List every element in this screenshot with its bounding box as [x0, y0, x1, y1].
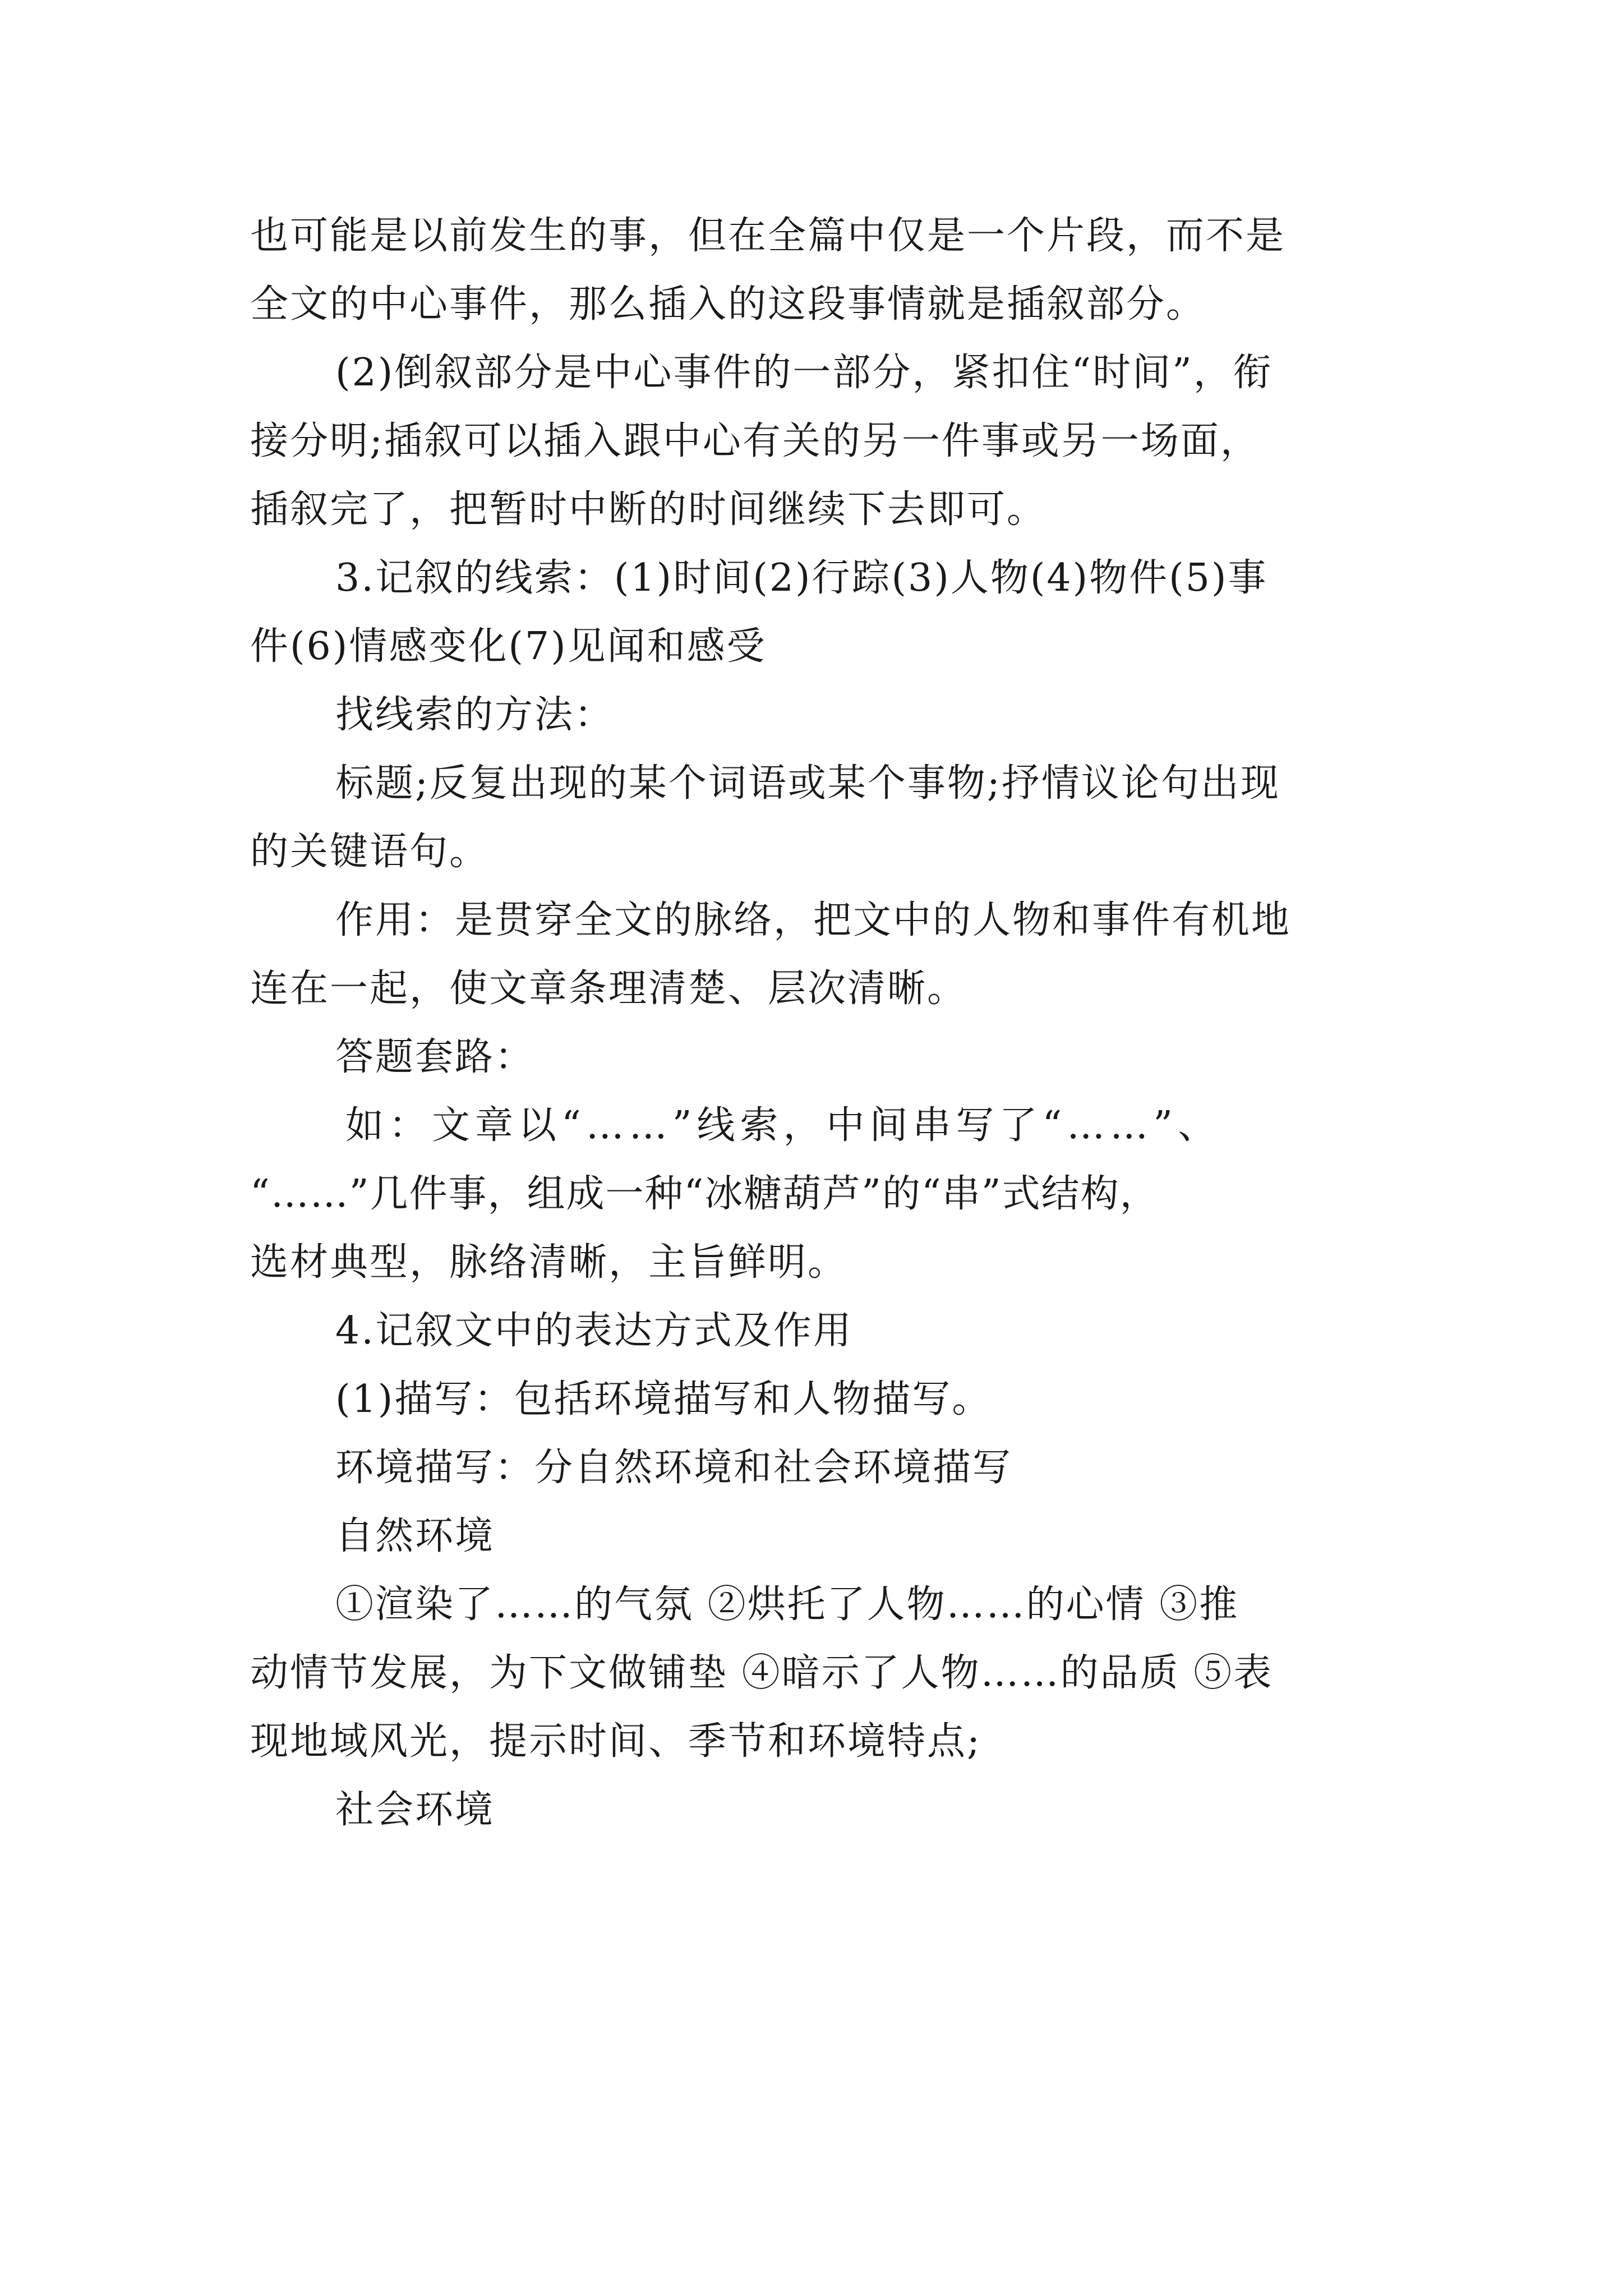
text-line: 接分明;插叙可以插入跟中心有关的另一件事或另一场面， [250, 419, 1260, 463]
paragraph [250, 1092, 1383, 1297]
text-line: 选材典型，脉络清晰，主旨鲜明。 [250, 1240, 848, 1285]
text-line: 作用：是贯穿全文的脉络，把文中的人物和事件有机地 [335, 898, 1292, 942]
text-line: 社会环境 [335, 1788, 495, 1832]
text-line: 答题套路： [335, 1035, 535, 1079]
text-line: ①渲染了……的气氛 ②烘托了人物……的心情 ③推 [335, 1582, 1239, 1627]
text-line: 动情节发展，为下文做铺垫 ④暗示了人物……的品质 ⑤表 [250, 1651, 1274, 1695]
text-line: 找线索的方法： [335, 693, 615, 737]
text-line: 现地域风光，提示时间、季节和环境特点; [250, 1719, 981, 1764]
paragraph [250, 1297, 1383, 1365]
text-line: 全文的中心事件，那么插入的这段事情就是插叙部分。 [250, 282, 1206, 326]
paragraph [250, 681, 1383, 749]
paragraph [250, 544, 1383, 681]
text-line: (1)描写：包括环境描写和人物描写。 [335, 1377, 992, 1421]
text-line: 件(6)情感变化(7)见闻和感受 [250, 624, 767, 669]
paragraph [250, 749, 1383, 886]
text-line: “……”几件事，组成一种“冰糖葫芦”的“串”式结构， [250, 1172, 1159, 1216]
paragraph [250, 1571, 1383, 1776]
text-line: 插叙完了，把暂时中断的时间继续下去即可。 [250, 487, 1047, 532]
text-line: 连在一起，使文章条理清楚、层次清晰。 [250, 967, 967, 1011]
paragraph [250, 1776, 1383, 1844]
paragraph [250, 886, 1383, 1023]
text-line: 的关键语句。 [250, 830, 490, 874]
text-line: 自然环境 [335, 1514, 495, 1558]
paragraph [250, 1434, 1383, 1502]
paragraph [250, 1023, 1383, 1092]
text-line: 标题;反复出现的某个词语或某个事物;抒情议论句出现 [335, 761, 1280, 806]
text-line: 3.记叙的线索：(1)时间(2)行踪(3)人物(4)物件(5)事 [335, 556, 1268, 600]
paragraph [250, 1365, 1383, 1434]
text-line: 环境描写：分自然环境和社会环境描写 [335, 1446, 1013, 1490]
body-text [250, 202, 1383, 1844]
text-line: 如：文章以“……”线索，中间串写了“……”、 [345, 1103, 1221, 1148]
paragraph [250, 339, 1383, 544]
paragraph [250, 1502, 1383, 1571]
paragraph [250, 202, 1383, 339]
text-line: (2)倒叙部分是中心事件的一部分，紧扣住“时间”，衔 [335, 351, 1273, 395]
text-line: 也可能是以前发生的事，但在全篇中仅是一个片段，而不是 [250, 214, 1286, 258]
text-line: 4.记叙文中的表达方式及作用 [335, 1309, 853, 1353]
